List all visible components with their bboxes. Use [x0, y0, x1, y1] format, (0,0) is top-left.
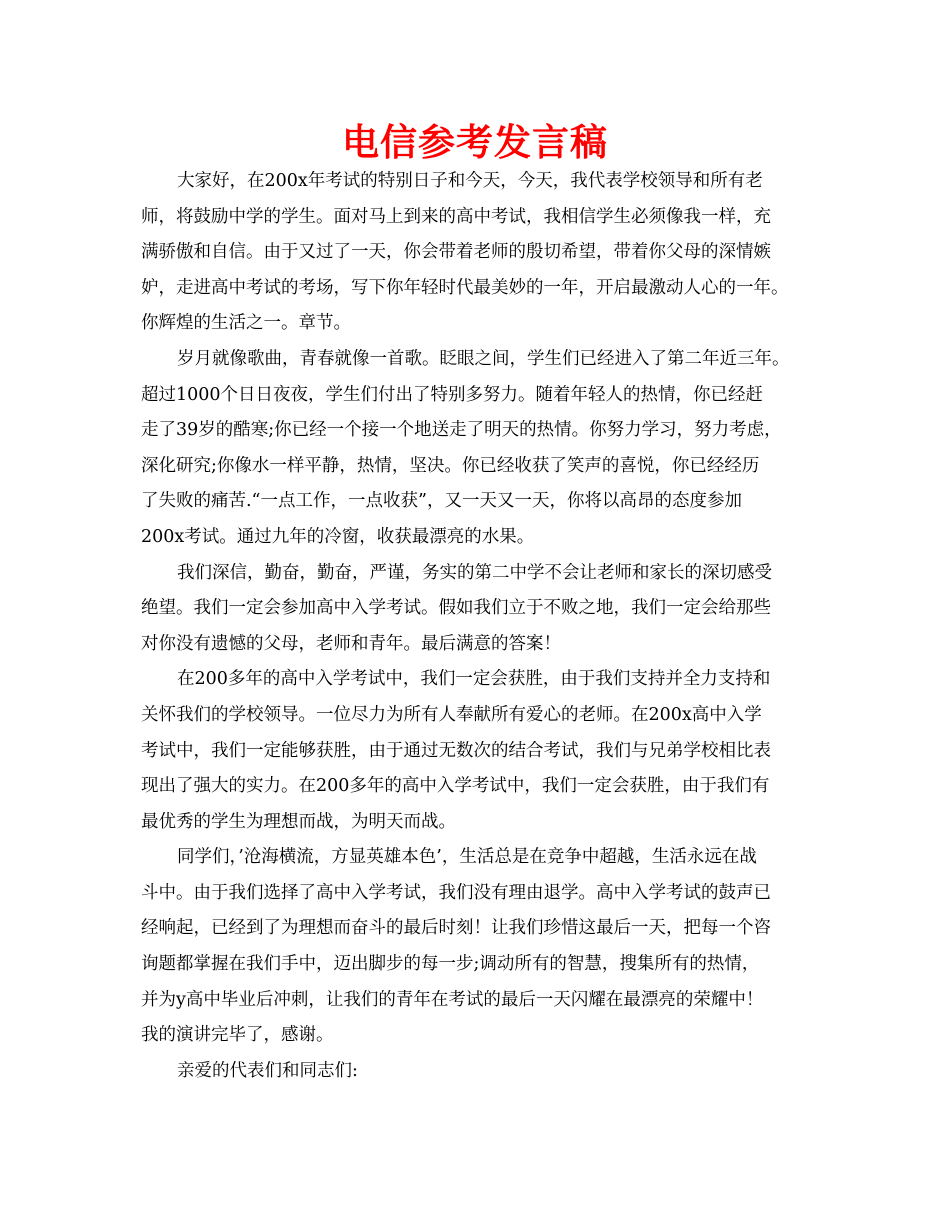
paragraph-line: 妒，走进高中考试的考场，写下你年轻时代最美妙的一年，开启最激动人心的一年。 [141, 277, 789, 298]
paragraph-line: 最优秀的学生为理想而战，为明天而战。 [141, 811, 456, 832]
paragraph-line: 大家好，在200x年考试的特别日子和今天，今天，我代表学校领导和所有老 [177, 171, 763, 191]
paragraph-line: 同学们，’沧海横流，方显英雄本色’，生活总是在竞争中超越，生活永远在战 [177, 847, 757, 868]
paragraph-line: 你辉煌的生活之一。章节。 [141, 313, 351, 334]
paragraph-line: 师，将鼓励中学的学生。面对马上到来的高中考试，我相信学生必须像我一样，充 [141, 206, 771, 227]
paragraph-line: 经响起，已经到了为理想而奋斗的最后时刻！让我们珍惜这最后一天，把每一个咨 [141, 918, 771, 939]
document-title: 电信参考发言稿 [342, 121, 608, 164]
paragraph-line: 200x考试。通过九年的冷窗，收获最漂亮的水果。 [141, 526, 535, 547]
paragraph-line: 亲爱的代表们和同志们: [177, 1060, 358, 1081]
paragraph-line: 在200多年的高中入学考试中，我们一定会获胜，由于我们支持并全力支持和 [177, 669, 771, 690]
document-body [141, 164, 821, 1089]
paragraph-line: 现出了强大的实力。在200多年的高中入学考试中，我们一定会获胜，由于我们有 [141, 776, 770, 797]
paragraph-line: 满骄傲和自信。由于又过了一天，你会带着老师的殷切希望，带着你父母的深情嫉 [141, 242, 771, 263]
paragraph-line: 我们深信，勤奋，勤奋，严谨，务实的第二中学不会让老师和家长的深切感受 [177, 562, 772, 583]
paragraph-line: 并为y高中毕业后冲刺，让我们的青年在考试的最后一天闪耀在最漂亮的荣耀中！ [141, 989, 764, 1010]
paragraph-line: 绝望。我们一定会参加高中入学考试。假如我们立于不败之地，我们一定会给那些 [141, 598, 771, 619]
paragraph-line: 岁月就像歌曲，青春就像一首歌。眨眼之间，学生们已经进入了第二年近三年。 [177, 348, 790, 369]
paragraph-line: 斗中。由于我们选择了高中入学考试，我们没有理由退学。高中入学考试的鼓声已 [141, 882, 771, 903]
paragraph-line: 超过1000个日日夜夜，学生们付出了特别多努力。随着年轻人的热情，你已经赶 [141, 384, 764, 405]
paragraph-line: 询题都掌握在我们手中，迈出脚步的每一步;调动所有的智慧，搜集所有的热情， [141, 954, 760, 975]
paragraph-line: 关怀我们的学校领导。一位尽力为所有人奉献所有爱心的老师。在200x高中入学 [141, 704, 762, 725]
paragraph-line: 走了39岁的酷寒;你已经一个接一个地送走了明天的热情。你努力学习，努力考虑， [141, 420, 782, 441]
paragraph-line: 对你没有遗憾的父母，老师和青年。最后满意的答案！ [141, 633, 561, 654]
paragraph-line: 了失败的痛苦.“一点工作，一点收获”，又一天又一天，你将以高昂的态度参加 [141, 491, 742, 512]
paragraph-line: 我的演讲完毕了，感谢。 [141, 1025, 334, 1046]
paragraph-line: 深化研究;你像水一样平静，热情，坚决。你已经收获了笑声的喜悦，你已经经历 [141, 455, 760, 476]
paragraph-line: 考试中，我们一定能够获胜，由于通过无数次的结合考试，我们与兄弟学校相比表 [141, 740, 771, 761]
